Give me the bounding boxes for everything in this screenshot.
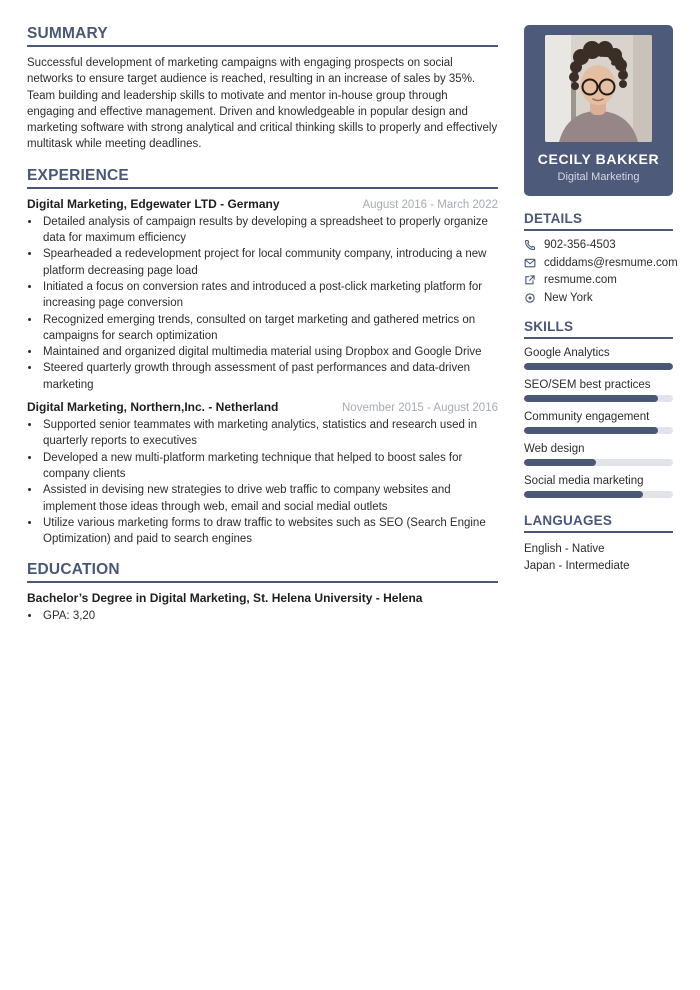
job-bullet: • Utilize various marketing forms to draw traffic to websites such as SEO (Search Engine Optimization) and paid to search engines [41,515,498,548]
detail-website[interactable] [524,274,673,286]
experience-heading: EXPERIENCE [27,167,498,189]
skill-bar-fill [524,395,658,402]
job-header [27,400,498,414]
job-bullet: • Assisted in devising new strategies to drive web traffic to company websites and implement those ideas through web, email and social medial outlets [41,482,498,515]
education-bullet-list [27,608,498,624]
skill-bar-fill [524,363,673,370]
external-link-icon [524,274,536,286]
phone-icon [524,239,536,251]
skill-bar-track [524,459,673,466]
summary-text: Successful development of marketing campaigns with engaging prospects on social networks to ensure target audience is reached, resulting in an increase of sales by 35%. Team building and leadership skills to motivate and mentor in-house group through engaging and effective management. Driven and knowledgeable in popular design and marketing software with strong analytical and critical thinking skills to properly and effectively multitask while meeting deadlines. [27,57,498,151]
skill-bar-fill [524,459,596,466]
skill-label: Google Analytics [524,346,610,359]
skill-bar-fill [524,491,643,498]
experience-section [27,167,498,548]
profile-card [524,25,673,196]
job-bullet: • Maintained and organized digital multimedia material using Dropbox and Google Drive [41,344,498,360]
job-bullet: • Steered quarterly growth through assessment of past performances and data-driven marketing [41,360,498,393]
job-title: Digital Marketing, Northern,Inc. - Netherland [27,400,279,415]
languages-section [524,513,673,575]
detail-location [524,292,673,304]
skill-label: Social media marketing [524,474,644,487]
phone-number: 902-356-4503 [544,239,616,251]
job-bullet-list [27,214,498,393]
detail-email[interactable] [524,256,678,269]
job-entry [27,400,498,547]
job-title: Digital Marketing, Edgewater LTD - Germany [27,196,280,211]
job-bullet: • Spearheaded a redevelopment project for local community company, introducing a new platform decreasing page load [41,246,498,279]
language-item: English - Native [524,542,605,555]
skills-heading: SKILLS [524,319,673,339]
detail-phone [524,239,673,251]
skill-item [524,411,673,434]
main-column [27,25,498,625]
skill-bar-fill [524,427,658,434]
job-bullet: • Detailed analysis of campaign results by developing a spreadsheet to properly organize data for maximum efficiency [41,214,498,247]
job-dates: November 2015 - August 2016 [342,402,498,415]
details-heading: DETAILS [524,211,673,231]
summary-heading: SUMMARY [27,25,498,47]
education-section [27,561,498,624]
languages-heading: LANGUAGES [524,513,673,533]
details-section [524,211,678,304]
job-dates: August 2016 - March 2022 [362,198,498,211]
education-degree: Bachelor’s Degree in Digital Marketing, St. Helena University - Helena [27,591,423,606]
skill-item [524,347,673,370]
skill-bar-track [524,491,673,498]
email-icon [524,257,536,269]
skill-bar-track [524,427,673,434]
profile-role: Digital Marketing [557,171,640,183]
email-address: cdiddams@resmume.com [544,256,678,269]
location-icon [524,292,536,304]
skill-item [524,379,673,402]
job-bullet: • Supported senior teammates with marketing analytics, statistics and research used in quarterly reports to executives [41,417,498,450]
job-bullet: • Initiated a focus on conversion rates and introduced a post-click marketing platform for increasing page conversion [41,279,498,312]
skill-label: Web design [524,442,585,455]
education-heading: EDUCATION [27,561,498,583]
website-url: resmume.com [544,274,617,286]
job-bullet: • Recognized emerging trends, consulted on target marketing and gathered metrics on campaigns for search optimization [41,312,498,345]
sidebar [524,25,678,625]
skill-item [524,443,673,466]
skill-bar-track [524,395,673,402]
profile-name: CECILY BAKKER [537,151,660,167]
job-bullet: • Developed a new multi-platform marketing technique that helped to boost sales for company clients [41,450,498,483]
language-item: Japan - Intermediate [524,559,630,572]
skill-item [524,475,673,498]
education-bullet: • GPA: 3,20 [41,608,498,624]
skills-section [524,319,673,498]
summary-section [27,25,498,153]
skill-label: SEO/SEM best practices [524,378,651,391]
job-header [27,197,498,211]
skill-bar-track [524,363,673,370]
profile-photo [545,35,652,142]
job-bullet-list [27,417,498,547]
location-text: New York [544,291,593,304]
skill-label: Community engagement [524,410,650,423]
job-entry [27,197,498,393]
portrait-illustration [545,35,652,142]
